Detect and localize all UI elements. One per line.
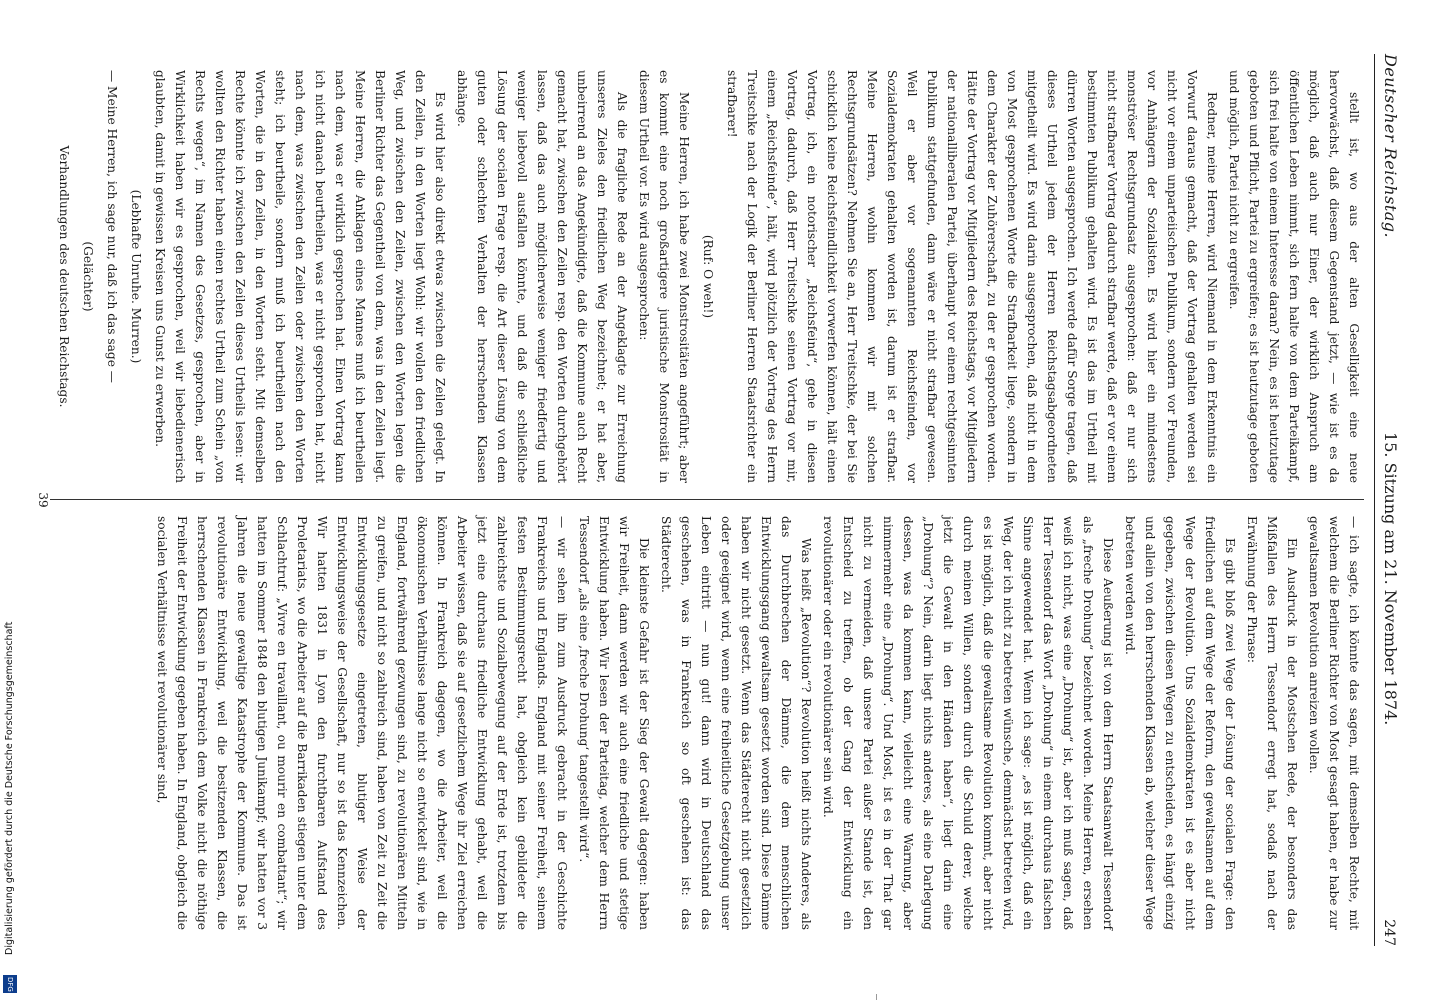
paragraph: Es wird hier also direkt etwas zwischen die Zeilen gelegt. In den Zeilen, in den Worten liegt Wohl: wir wollen den friedlichen Weg, und zwischen den Zeilen, zwischen den Worten legen die Berliner Richter das Gegentheil von dem, was in den Zeilen liegt. Meine Herren, die Anklagen eines Mannes muß ich beurtheilen nach dem, was er wirklich gesprochen hat. Einen Vortrag kann ich nicht danach beurtheilen, was er nicht gesprochen hat, nicht nach dem, was zwischen den Zeilen oder zwischen den Worten steht; ich beurtheile, sondern muß ich beurtheilen nach den Worten, die in den Zeilen, in den Worten steht. Mit demselben Rechte könnte ich zwischen den Zeilen dieses Urtheils lesen: wir wollten den Richter haben einen rechtes Urtheil zum Schein „von Rechts wegen“, im Namen des Gesetzes, gesprochen, aber in Wirklichkeit haben wir es gesprochen, weil wir liebedienerisch glaubten, damit in gewissen Kreisen uns Gunst zu erwerben. xyxy=(153,70,447,483)
paragraph: — Meine Herren, ich sage nur, daß ich das sage — xyxy=(105,70,119,383)
footer-series-title: Verhandlungen des deutschen Reichstags. xyxy=(57,145,71,408)
interjection: (Ruf: O weh!) xyxy=(701,234,715,319)
scan-mark xyxy=(876,994,877,1000)
left-column xyxy=(50,54,1364,500)
session-info: 15. Sitzung am 21. November 1874. xyxy=(1381,432,1400,726)
paragraph: Diese Aeußerung ist von dem Herrn Staatsanwalt Tessendorf als „freche Drohung“ bezeichnet worden. Meine Herren, ersehen weiß ich nicht, was eine „Drohung“ ist, aber ich muß sagen, daß Herr Tessendorf das Wort „Drohung“ in einem durchaus falschen Sinne angewendet hat. Wenn ich sage: „es ist möglich, daß ein Weg, der ich nicht zu betreten wünsche, demnächst betreten wird, es ist möglich, daß die gewaltsame Revolution kommt, aber nicht durch meinen Willen, sondern durch die Schuld derer, welche jetzt die Gewalt in den Händen haben“, liegt darin eine „Drohung“? Nein, darin liegt nichts anderes, als eine Darlegung dessen, was da kommen kann, vielleicht eine Warnung, aber nimmermehr eine „Drohung“. Und Most, ist es in der That gar nicht zu vermeiden, daß unsere Partei außer Stande ist, den Entscheid zu treffen, ob der Gang der Entwicklung ein revolutionärer oder ein revolutionärer sein wird. xyxy=(821,516,1115,930)
quotation: Es gibt bloß zwei Wege der Lösung der socialen Frage: den friedlichen auf dem Wege der Reform, den gewaltsamen auf dem Wege der Revolution. Uns Sozialdemokraten ist es aber nicht gegeben, zwischen diesen Wegen zu entscheiden, es hängt einzig und allein von den herrschenden Klassen ab, welcher dieser Wege betreten werden wird. xyxy=(1123,516,1237,930)
quotation: Als die fragliche Rede an der Angeklagte zur Erreichung unseres Zieles den friedlichen Weg bezeichnet; er hat aber, unbeirrend an das Angekündigte, daß die Kommune auch Recht gemacht hat, zwischen den Zeilen resp. den Worten durchgehört lassen, daß das auch möglicherweise weniger friedfertig und weniger liebevoll ausfallen könnte, und daß die schließliche Lösung der socialen Frage resp. die Art dieser Lösung von dem guten oder schlechten Verhalten der herrschenden Klassen abhänge. xyxy=(455,70,629,483)
paragraph: Meine Herren, ich habe zwei Monstrositäten angeführt; aber es kommt eine noch großartigere juristische Monstrosität in diesem Urtheil vor. Es wird ausgesprochen: xyxy=(637,70,691,483)
interjection: (Lebhafte Unruhe. Murren.) xyxy=(129,189,143,364)
dfg-logo: DFG xyxy=(3,975,17,993)
right-column xyxy=(50,500,1364,946)
folio-number: 39 xyxy=(36,492,50,508)
text-columns xyxy=(50,54,1364,946)
interjection: (Gelächter) xyxy=(81,241,95,312)
paragraph: Redner, meine Herren, wird Niemand in dem Erkenntnis ein Vorwurf daraus gemacht, daß der Vortrag gehalten werden sei nicht vor einem unparteiischen Publikum, sondern vor Freunden, vor Anhängern der Sozialisten. Es wird hier ein mindestens monströser Rechtsgrundsatz ausgesprochen: daß er nur sich nicht strafbarer Vortrag dadurch strafbar werde, daß er vor einem bestimmten Publikum gehalten wird. Es ist das im Urtheil mit dürren Worten ausgesprochen. Ich werde dafür Sorge tragen, daß dieses Urtheil jedem der Herren Reichstagsabgeordneten mitgetheilt wird. Es wird darin ausgesprochen, daß nicht in dem von Most gesprochenen Worte die Strafbarkeit liege, sondern in dem Charakter der Zuhörerschaft, zu der er gesprochen worden. Hätte der Vortrag vor Mitgliedern des Reichstags, vor Mitgliedern der nationalliberalen Partei, überhaupt vor einem rechtgesinnten Publikum stattgefunden, dann wäre er nicht strafbar gewesen. Weil er aber vor sogenannten Reichsfeinden, vor Sozialdemokraten gehalten worden ist, darum ist er strafbar. Meine Herren, wohin kommen wir mit solchen Rechtsgrundsätzen? Nehmen Sie an, Herr Treitschke, der bei Sie schicklich keine Reichsfeindlichkeit vorwerfen können, hält einen Vortrag, ich, ein notorischer „Reichsfeind“, gehe in diesen Vortrag, dadurch, daß Herr Treitschke seinen Vortrag vor mir, einem „Reichsfeinde“, hält, wird plötzlich der Vortrag des Herrn Treitschke nach der Logik der Berliner Herren Staatsrichter ein strafbarer! xyxy=(725,70,1219,483)
page-header xyxy=(1374,54,1400,946)
paragraph: Die kleinste Gefahr ist der Sieg der Gewalt dagegen: haben wir Freiheit, dann werden wir auch eine friedliche und stetige Entwicklung haben. Wir lesen der Parteitag, welcher dem Herrn Tessendorf „als eine ‚freche Drohung‘ tangestellt wird“. xyxy=(577,516,651,930)
paragraph: Ein Ausdruck in der Mostschen Rede, der besonders das Mißfallen des Herrn Tessendorf erregt hat, sodaß nach der Erwähnung der Phrase: xyxy=(1245,516,1299,930)
paragraph: stellt ist, wo aus der alten Geselligkeit eine neue hervorwächst, daß diesem Gegenstand jetzt, — wie ist es da möglich, daß auch nur Einer, der wirklich Anspruch am öffentlichen Leben nimmt, sich fern halte von dem Parteikampf, sich frei halte von einem Interesse daran? Nein, es ist heutzutage geboten und Pflicht, Partei zu ergreifen; es ist heutzutage geboten und möglich, Partei nicht zu ergreifen. xyxy=(1227,70,1361,483)
publication-title: Deutscher Reichstag. xyxy=(1381,54,1400,239)
scanned-page xyxy=(6,10,1426,990)
page-number: 247 xyxy=(1381,919,1397,946)
paragraph: Was heißt „Revolution“? Revolution heißt nichts Anderes, als das Durchbrechen der Dämme, die dem menschlichen Entwicklungsgang gewaltsam gesetzt worden sind. Diese Dämme haben wir nicht gesetzt. Wenn das Städterecht nicht gesetzlich oder geeignet wird, wenn eine freiheitliche Gesetzgebung unser Leben eintritt — nun gut! dann wird in Deutschland das geschehen, was in Frankreich so oft geschehen ist: das Städterecht. xyxy=(659,516,813,930)
paragraph: — ich sagte, ich könnte das sagen, mit demselben Rechte, mit welchem die Berliner Richter von Most gesagt haben, er habe zur gewaltsamen Revolution anreizen wollen. xyxy=(1307,516,1361,930)
dfg-funding-note: Digitalisierung gefördert durch die Deutsche Forschungsgemeinschaft xyxy=(4,621,15,955)
paragraph: — wir sehen ihn zum Ausdruck gebracht in der Geschichte Frankreichs und Englands. England mit seiner Freiheit, seinem festen Bestimmungsrecht hat, obgleich kein gebildeter die zahlreichste und Sozialbewegung auf der Erde ist, trotzdem bis jetzt eine durchaus friedliche Entwicklung gehabt, weil die Arbeiter wissen, daß sie auf gesetzlichem Wege ihr Ziel erreichen können. In Frankreich dagegen, wo die Arbeiter, weil die ökonomischen Verhältnisse lange nicht so entwickelt sind, wie in England, fortwährend gezwungen sind, zu revolutionären Mitteln zu greifen, und nicht so zahlreich sind, haben von Zeit zu Zeit die Entwicklungsgesetze eingetreten, blutiger Weise der Entwicklungsweise der Gesellschaft, nur so ist das Kennzeichen. Wir hatten 1831 in Lyon den furchtbaren Aufstand des Proletariats, wo die Arbeiter auf die Barrikaden stiegen unter dem Schlachtruf: „Vivre en travaillant, ou mourir en combattant“; wir hatten im Sommer 1848 den blutigen Junikampf; wir hatten vor 3 Jahren die neue gewaltige Katastrophe der Kommune. Das ist revolutionäre Entwicklung, weil die besitzenden Klassen, die herrschenden Klassen in Frankreich dem Volke nicht die nöthige Freiheit der Entwicklung gegeben haben. In England, obgleich die socialen Verhältnisse weit revolutionärer sind, xyxy=(155,516,569,930)
